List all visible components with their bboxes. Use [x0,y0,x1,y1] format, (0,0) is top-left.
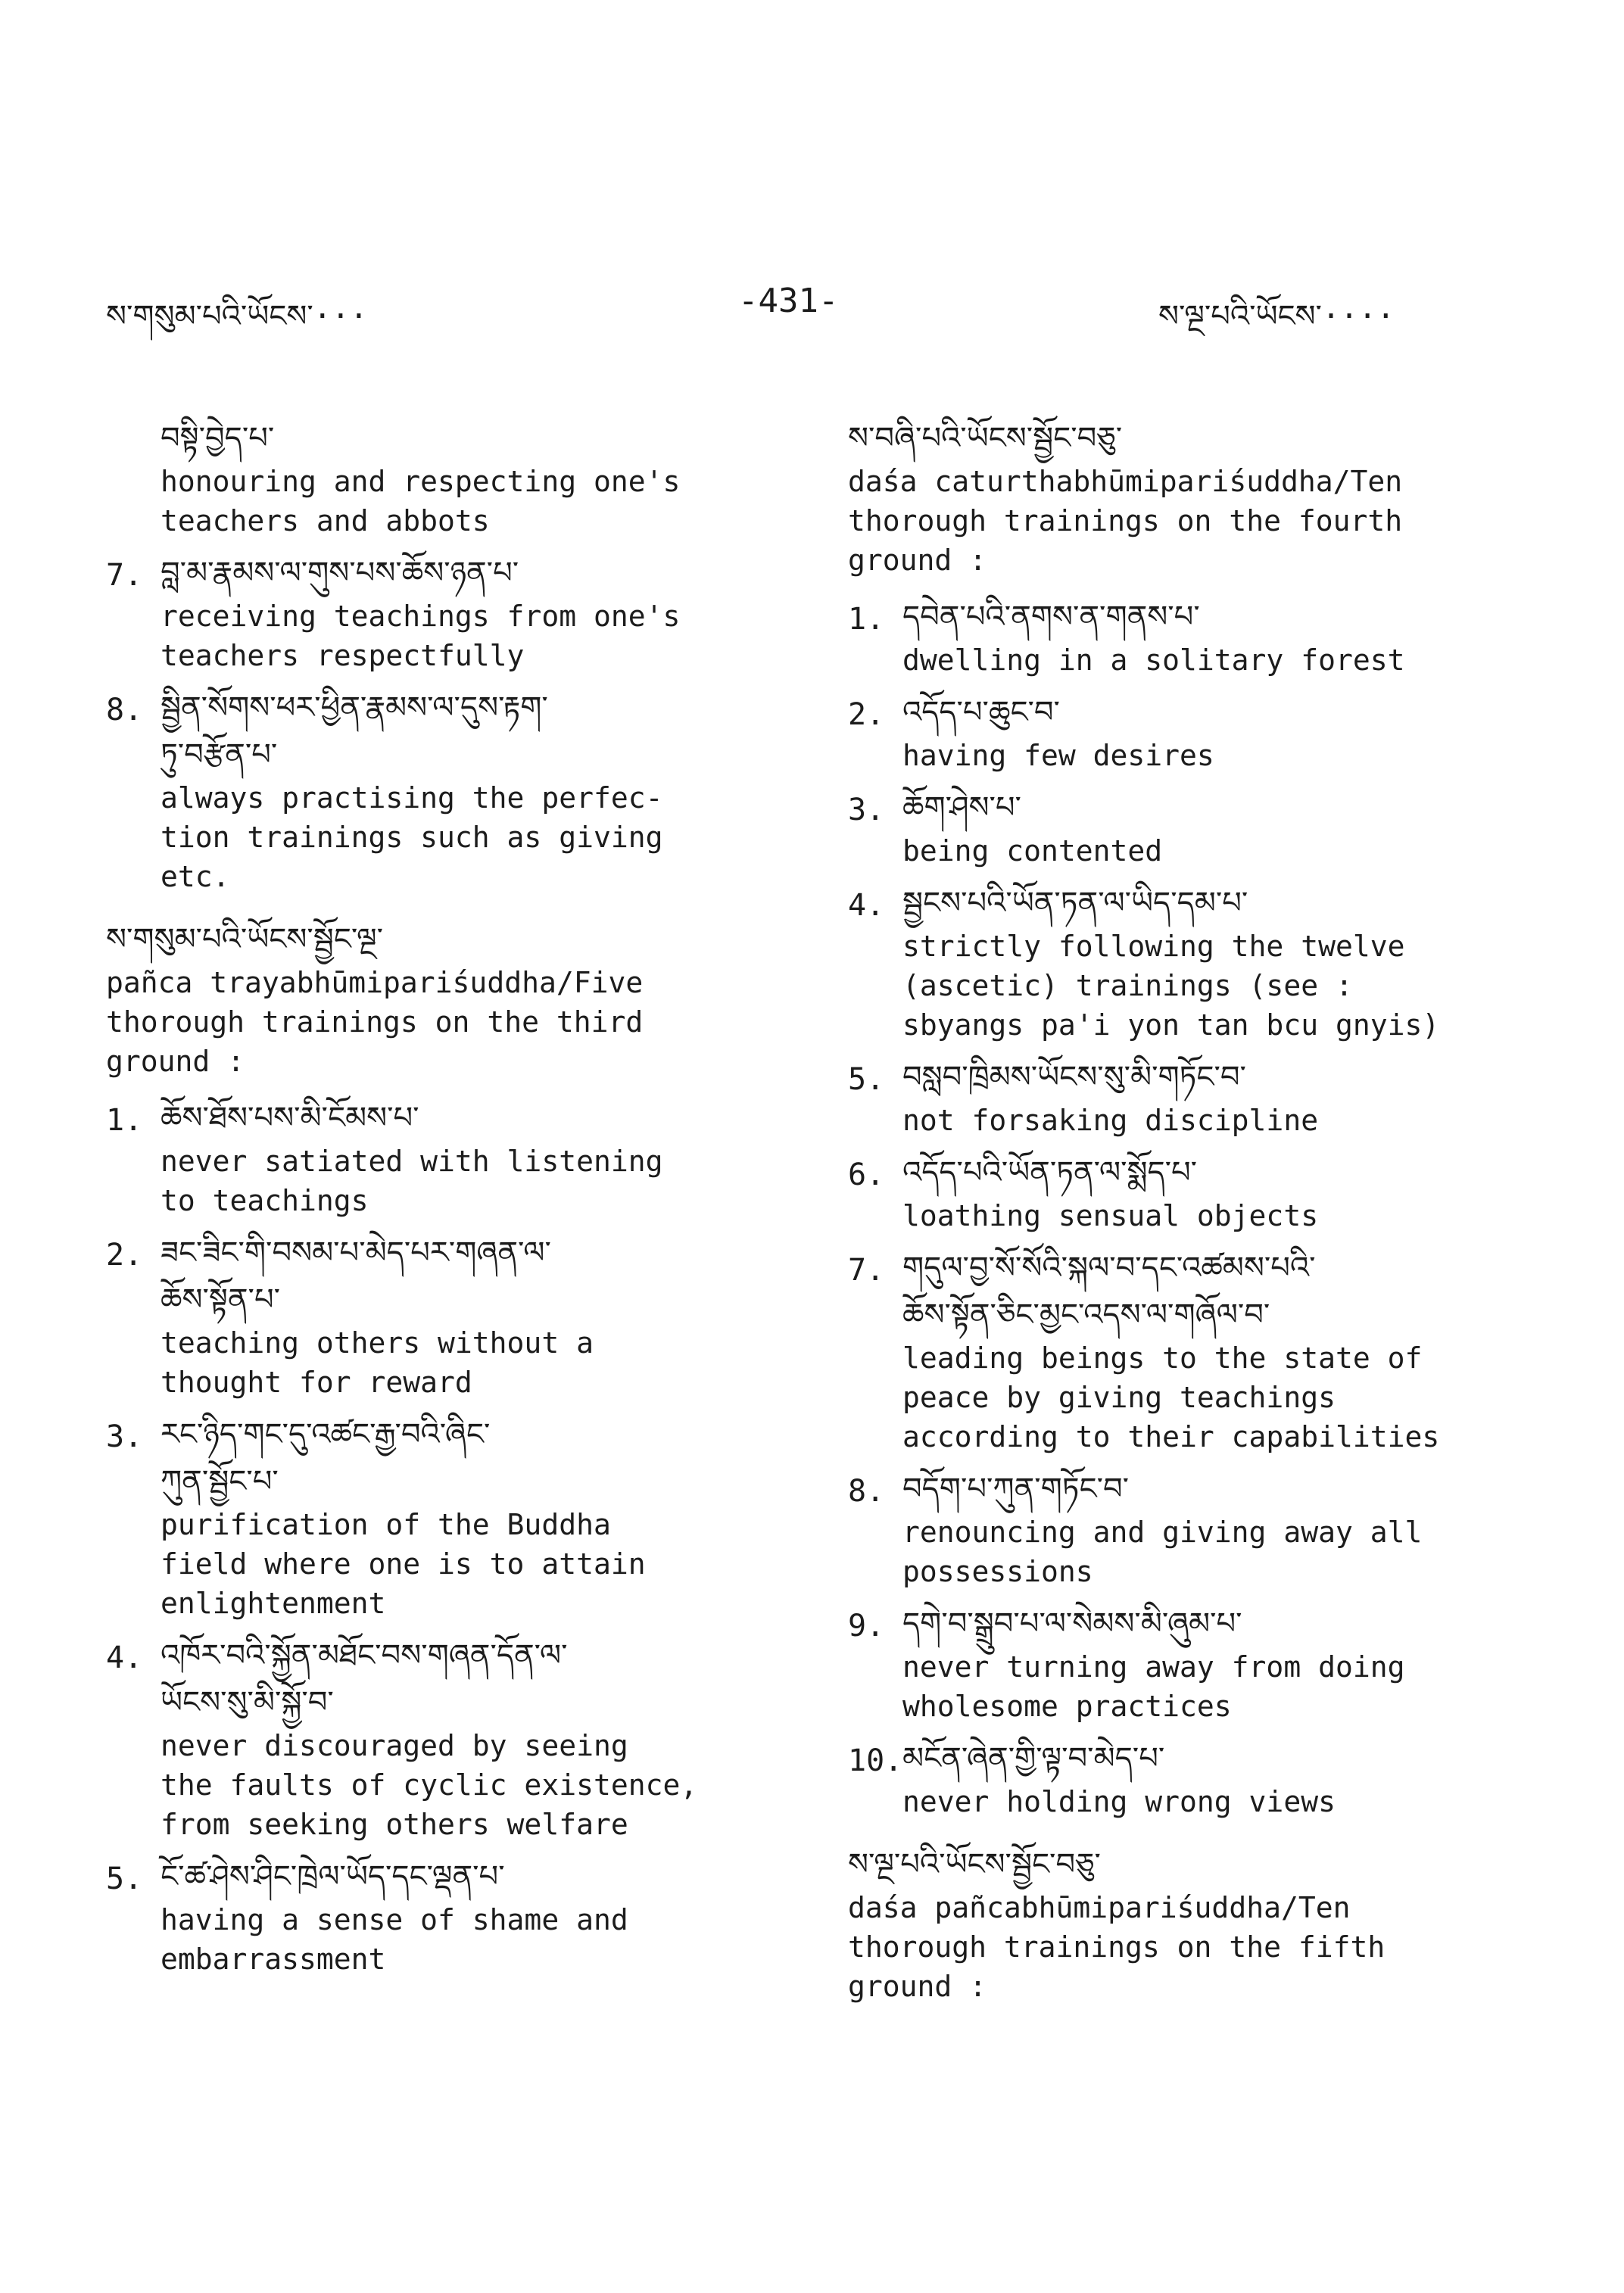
section-heading [848,1841,1567,2006]
tibetan-term: བླ་མ་རྣམས་ལ་གུས་པས་ཆོས་ཉན་པ་ [161,556,519,590]
item-number: 6. [848,1157,885,1192]
tibetan-term: ཟང་ཟིང་གི་བསམ་པ་མེད་པར་གཞན་ལ་ ཆོས་སྟོན་པ་ [161,1235,551,1317]
list-item [106,684,803,896]
list-item [848,1245,1567,1456]
item-number: 1. [848,602,885,637]
tibetan-term: དགེ་བ་སྒྲུབ་པ་ལ་སེམས་མི་ཞུམ་པ་ [902,1606,1242,1641]
list-item [848,1735,1567,1821]
item-number: 1. [106,1103,143,1138]
item-number: 2. [106,1238,143,1273]
tibetan-term: གདུལ་བྱ་སོ་སོའི་སྐལ་བ་དང་འཚམས་པའི་ ཆོས་སྟོན་ཅིང་མྱང་འདས་ལ་གཞོལ་བ་ [902,1251,1316,1332]
section-english-title: daśa caturthabhūmipariśuddha/Ten thorough trainings on the fourth ground : [848,465,1403,577]
list-item [848,689,1567,775]
english-gloss: purification of the Buddha field where one is to attain enlightenment [161,1508,646,1620]
tibetan-term: བསླབ་ཁྲིམས་ཡོངས་སུ་མི་གཏོང་བ་ [902,1060,1246,1095]
tibetan-term: བདོག་པ་ཀུན་གཏོང་བ་ [902,1472,1130,1506]
english-gloss: loathing sensual objects [902,1199,1319,1232]
item-number: 4. [106,1640,143,1675]
english-gloss: always practising the perfec- tion trainings such as giving etc. [161,781,663,893]
item-number: 3. [848,793,885,827]
item-number: 2. [848,697,885,732]
item-number: 4. [848,888,885,923]
english-gloss: leading beings to the state of peace by giving teachings according to their capabilities [902,1341,1440,1453]
english-gloss: never holding wrong views [902,1785,1336,1818]
tibetan-term: བསྟི་བྱེད་པ་ [161,421,275,456]
english-gloss: receiving teachings from one's teachers respectfully [161,600,681,672]
list-item [106,1229,803,1402]
right-column [848,415,1567,2020]
english-gloss: not forsaking discipline [902,1104,1319,1137]
english-gloss: never turning away from doing wholesome practices [902,1650,1405,1723]
item-number: 3. [106,1419,143,1454]
tibetan-term: མངོན་ཞེན་གྱི་ལྟ་བ་མེད་པ་ [902,1741,1165,1776]
tibetan-term: སྦྱངས་པའི་ཡོན་ཏན་ལ་ཡིད་དམ་པ་ [902,886,1248,921]
item-number: 8. [106,693,143,727]
list-item [106,415,803,541]
list-item [848,1600,1567,1726]
item-number: 5. [106,1862,143,1896]
list-item [848,880,1567,1045]
section-tibetan-title: ས་བཞི་པའི་ཡོངས་སྦྱོང་བཅུ་ [848,421,1123,456]
section-english-title: daśa pañcabhūmipariśuddha/Ten thorough trainings on the fifth ground : [848,1891,1386,2003]
tibetan-term: སྦྱིན་སོགས་ཕར་ཕྱིན་རྣམས་ལ་དུས་རྟག་ ཏུ་བརྩོན་པ་ [161,690,548,772]
english-gloss: never satiated with listening to teachings [161,1145,663,1217]
list-item [848,1149,1567,1235]
section-heading [848,415,1567,580]
item-number: 7. [106,558,143,593]
list-item [848,1054,1567,1140]
english-gloss: having a sense of shame and embarrassment [161,1903,628,1976]
english-gloss: dwelling in a solitary forest [902,643,1405,677]
item-number: 9. [848,1609,885,1643]
running-header-right: ས་ལྔ་པའི་ཡོངས་···· [1158,299,1395,334]
page-number: -431- [738,282,839,320]
english-gloss: having few desires [902,739,1214,772]
english-gloss: never discouraged by seeing the faults of cyclic existence, from seeking others welfare [161,1729,698,1841]
tibetan-term: ཆོས་ཐོས་པས་མི་ངོམས་པ་ [161,1101,419,1136]
english-gloss: renouncing and giving away all possessions [902,1516,1423,1588]
section-tibetan-title: ས་ལྔ་པའི་ཡོངས་སྦྱོང་བཅུ་ [848,1847,1101,1882]
english-gloss: teaching others without a thought for reward [161,1326,594,1399]
english-gloss: honouring and respecting one's teachers and abbots [161,465,681,537]
list-item [848,784,1567,871]
tibetan-term: འཁོར་བའི་སྐྱོན་མཐོང་བས་གཞན་དོན་ལ་ ཡོངས་སུ་མི་སྐྱོ་བ་ [161,1638,568,1720]
list-item [848,594,1567,680]
running-header-left: ས་གསུམ་པའི་ཡོངས་··· [106,299,369,334]
item-number: 5. [848,1062,885,1097]
tibetan-term: འདོད་པ་ཆུང་བ་ [902,695,1060,730]
tibetan-term: རང་ཉིད་གང་དུ་འཚང་རྒྱ་བའི་ཞིང་ ཀུན་སྦྱོང་པ་ [161,1417,491,1499]
section-heading [106,916,803,1081]
left-column [106,415,803,1988]
item-number: 10. [848,1743,903,1778]
section-tibetan-title: ས་གསུམ་པའི་ཡོངས་སྦྱོང་ལྔ་ [106,922,384,957]
english-gloss: strictly following the twelve (ascetic) trainings (see : sbyangs pa'i yon tan bcu gnyis) [902,930,1440,1042]
english-gloss: being contented [902,834,1163,868]
list-item [106,1632,803,1844]
list-item [106,1095,803,1220]
tibetan-term: ཆོག་ཤེས་པ་ [902,790,1021,825]
tibetan-term: ངོ་ཚ་ཤེས་ཤིང་ཁྲེལ་ཡོད་དང་ལྡན་པ་ [161,1859,505,1894]
list-item [848,1466,1567,1591]
list-item [106,550,803,675]
tibetan-term: འདོད་པའི་ཡོན་ཏན་ལ་སྨོད་པ་ [902,1155,1198,1190]
list-item [106,1411,803,1623]
section-english-title: pañca trayabhūmipariśuddha/Five thorough trainings on the third ground : [106,966,644,1078]
item-number: 7. [848,1253,885,1288]
tibetan-term: དབེན་པའི་ནགས་ན་གནས་པ་ [902,600,1200,634]
item-number: 8. [848,1474,885,1509]
list-item [106,1853,803,1979]
